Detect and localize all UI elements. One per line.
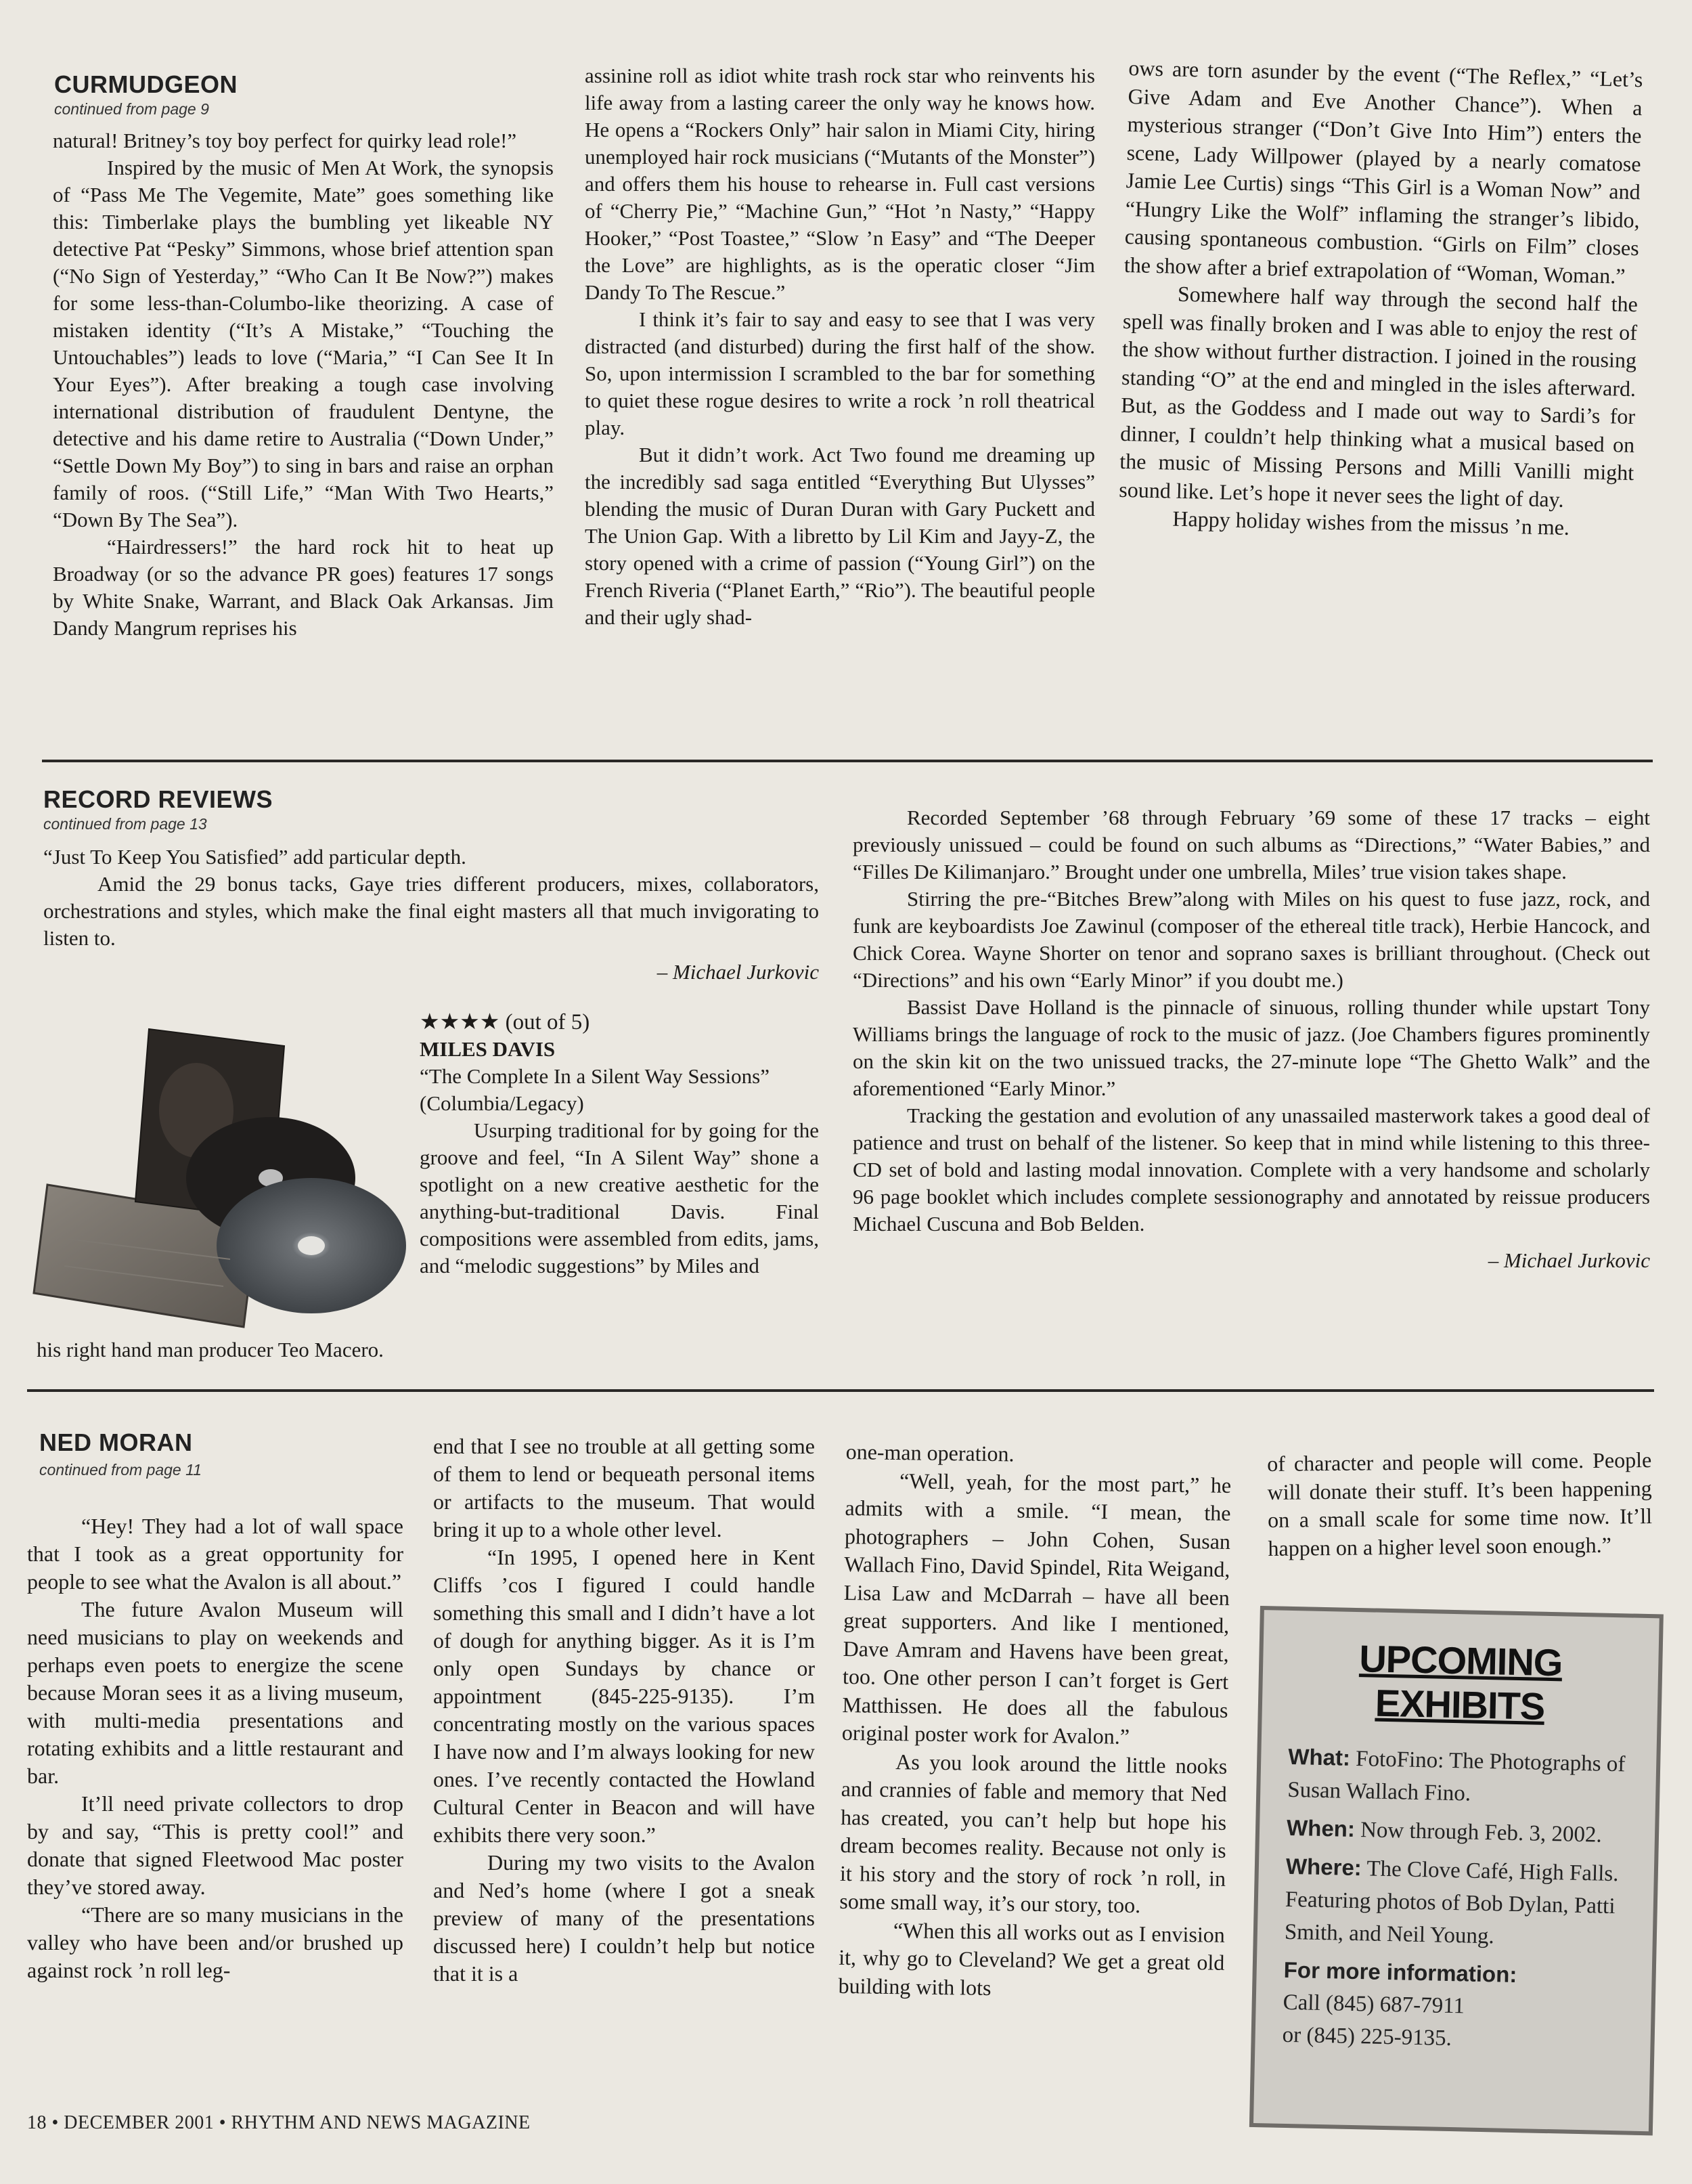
record-reviews-left-intro	[43, 844, 819, 986]
where-value: The Clove Café, High Falls. Featuring photos of Bob Dylan, Patti Smith, and Neil Young.	[1284, 1856, 1619, 1949]
paragraph: Recorded September ’68 through February ’69 some of these 17 tracks – eight previously unissued – could be found on such albums as “Directions,” “Water Babies,” and “Filles De Kilimanjaro.” Brought under one umbrella, Miles’ true vision takes shape.	[853, 806, 1650, 883]
ned-moran-title: NED MORAN	[39, 1428, 193, 1456]
paragraph: Amid the 29 bonus tacks, Gaye tries different producers, mixes, collaborators, orchestrations and styles, which make the final eight masters all that much invigorating to listen to.	[43, 872, 819, 950]
record-label: (Columbia/Legacy)	[420, 1091, 584, 1115]
what-label: What:	[1287, 1743, 1351, 1770]
paragraph: “Just To Keep You Satisfied” add particular depth.	[43, 845, 466, 869]
review-signature: – Michael Jurkovic	[1488, 1248, 1650, 1272]
paragraph: “Hey! They had a lot of wall space that I took as a great opportunity for people to see what the Avalon is all about.”	[27, 1514, 403, 1594]
curmudgeon-column-2	[585, 62, 1095, 631]
paragraph: ows are torn asunder by the event (“The Reflex,” “Let’s Give Adam and Eve Another Chance”). When a mysterious stranger (“Don’t Give Into Him”) enters the scene, Lady Willpower (played by a nearly comatose Jamie Lee Curtis) sings “This Girl is a Woman Now” and “Hungry Like the Wolf” inflaming the stranger’s libido, causing spontaneous combustion. “Girls on Film” closes the show after a brief extrapolation of “Woman, Woman.”	[1123, 55, 1643, 288]
paragraph: Stirring the pre-“Bitches Brew”along with Miles on his quest to fuse jazz, rock, and funk are keyboardists Joe Zawinul (composer of the ethereal title track), Herbie Hancock, and Chick Corea. Wayne Shorter on tenor and soprano saxes is brilliant throughout. (Check out “Directions” and his own “Early Minor” if you doubt me.)	[853, 887, 1650, 992]
phone-number-2: or (845) 225-9135.	[1282, 2022, 1452, 2051]
paragraph: “In 1995, I opened here in Kent Cliffs ’cos I figured I could handle something this small and I didn’t have a lot of dough for anything bigger. As it is I’m only open Sundays by chance or appointment (845-225-9135). I’m concentrating mostly on the various spaces I have now and I’m always looking for new ones. I’ve recently contacted the Howland Cultural Center in Beacon and will have exhibits there very soon.”	[433, 1545, 815, 1847]
paragraph: “When this all works out as I envision it, why go to Cleveland? We get a great old building with lots	[838, 1917, 1226, 2000]
miles-davis-review	[420, 1009, 819, 1280]
paragraph: As you look around the little nooks and crannies of fable and memory that Ned has created, you can’t help but hope his dream becomes reality. Because not only is it his story and the story of rock ’n roll, in some small way, it’s our story, too.	[839, 1749, 1228, 1918]
info-label: For more information:	[1283, 1957, 1517, 1988]
section-divider	[27, 1389, 1654, 1392]
ned-moran-column-2	[433, 1433, 815, 1988]
curmudgeon-continued: continued from page 9	[54, 100, 209, 118]
curmudgeon-title: CURMUDGEON	[54, 70, 238, 98]
ned-moran-column-3	[838, 1438, 1232, 2005]
album-boxset-photo	[27, 1015, 406, 1334]
record-reviews-continued: continued from page 13	[43, 815, 207, 833]
when-label: When:	[1286, 1814, 1356, 1841]
ned-moran-continued: continued from page 11	[39, 1461, 202, 1479]
exhibit-where	[1284, 1850, 1627, 1956]
paragraph: Somewhere half way through the second half the spell was finally broken and I was able to enjoy the rest of the show without further distraction. I joined in the rousing standing “O” at the end and mingled in the isles afterward. But, as the Goddess and I made out way to Sardi’s for dinner, I couldn’t help thinking what a musical based on the music of Missing Persons and Milli Vanilli might sound like. Let’s hope it never sees the light of day.	[1119, 281, 1639, 512]
when-value: Now through Feb. 3, 2002.	[1360, 1818, 1603, 1848]
what-value: FotoFino: The Photographs of Susan Wallach Fino.	[1287, 1747, 1626, 1806]
paragraph: end that I see no trouble at all getting some of them to lend or bequeath personal items or artifacts to the museum. That would bring it up to a whole other level.	[433, 1434, 815, 1542]
paragraph: of character and people will come. People will donate their stuff. It’s been happening on a small scale for some time now. It’ll happen on a higher level soon enough.”	[1267, 1447, 1653, 1560]
curmudgeon-column-3	[1118, 54, 1643, 544]
upcoming-exhibits-box	[1249, 1606, 1664, 2135]
paragraph: Inspired by the music of Men At Work, the synopsis of “Pass Me The Vegemite, Mate” goes something like this: Timberlake plays the bumbling yet likeable NY detective Pat “Pesky” Simmons, whose brief attention span (“No Sign of Yesterday,” “Who Can It Be Now?”) makes for some less-than-Columbo-like theorizing. A case of mistaken identity (“It’s A Mistake,” “Touching the Untouchables”) leads to love (“Maria,” “I Can See It In Your Eyes”). After breaking a tough case involving international distribution of fraudulent Dentyne, the detective and his dame retire to Australia (“Down Under,” “Settle Down My Boy”) to sing in bars and raise an orphan family of roos. (“Still Life,” “Man With Two Hearts,” “Down By The Sea”).	[53, 156, 554, 531]
paragraph: “There are so many musicians in the valley who have been and/or brushed up against rock ’n roll leg-	[27, 1902, 403, 1982]
ned-moran-column-4	[1267, 1446, 1653, 1563]
exhibit-what	[1287, 1741, 1630, 1814]
paragraph: The future Avalon Museum will need musicians to play on weekends and perhaps even poets to energize the scene because Moran sees it as a living museum, with multi-media presentations and rotating exhibits and a little restaurant and bar.	[27, 1597, 403, 1788]
record-reviews-title: RECORD REVIEWS	[43, 785, 273, 813]
paragraph: But it didn’t work. Act Two found me dreaming up the incredibly sad saga entitled “Everything But Ulysses” blending the music of Duran Duran with Gary Puckett and The Union Gap. With a libretto by Lil Kim and Jayy-Z, the story opened with a crime of passion (“Young Girl”) on the French Riveria (“Planet Earth,” “Rio”). The beautiful people and their ugly shad-	[585, 443, 1095, 629]
album-title: “The Complete In a Silent Way Sessions”	[420, 1064, 770, 1088]
paragraph: “Hairdressers!” the hard rock hit to heat up Broadway (or so the advance PR goes) features 17 songs by White Snake, Warrant, and Black Oak Arkansas. Jim Dandy Mangrum reprises his	[53, 535, 554, 640]
exhibit-when	[1287, 1812, 1628, 1852]
record-reviews-right-column	[853, 804, 1650, 1274]
section-divider	[42, 760, 1653, 762]
paragraph: It’ll need private collectors to drop by and say, “This is pretty cool!” and donate that signed Fleetwood Mac poster they’ve stored away.	[27, 1791, 403, 1899]
paragraph: natural! Britney’s toy boy perfect for quirky lead role!”	[53, 129, 517, 152]
where-label: Where:	[1285, 1853, 1362, 1881]
exhibit-info	[1282, 1954, 1625, 2059]
paragraph: one-man operation.	[845, 1439, 1015, 1466]
curmudgeon-column-1	[53, 127, 554, 642]
ned-moran-column-1	[27, 1512, 403, 1984]
paragraph: Usurping traditional for by going for the groove and feel, “In A Silent Way” shone a spotlight on a new creative aesthetic for the anything-but-traditional Davis. Final compositions were assembled from edits, jams, and “melodic suggestions” by Miles and	[420, 1118, 819, 1277]
upcoming-exhibits-title: UPCOMING EXHIBITS	[1358, 1637, 1563, 1728]
paragraph: I think it’s fair to say and easy to see that I was very distracted (and disturbed) during the first half of the show. So, upon intermission I scrambled to the bar for something to quiet these rogue desires to write a rock ’n roll theatrical play.	[585, 307, 1095, 439]
paragraph: “Well, yeah, for the most part,” he admits with a smile. “I mean, the photographers – John Cohen, Susan Wallach Fino, David Spindel, Rita Weigand, Lisa Law and McDarrah – have all been great supporters. And like I mentioned, Dave Amram and Havens have been great, too. One other person I can’t forget is Gert Matthissen. He does all the fabulous original poster work for Avalon.”	[841, 1468, 1232, 1749]
paragraph: During my two visits to the Avalon and Ned’s home (where I got a sneak preview of many of the presentations discussed here) I couldn’t help but notice that it is a	[433, 1850, 815, 1986]
artist-name: MILES DAVIS	[420, 1037, 556, 1061]
review-signature: – Michael Jurkovic	[656, 960, 819, 984]
paragraph: his right hand man producer Teo Macero.	[37, 1338, 384, 1361]
paragraph: Bassist Dave Holland is the pinnacle of sinuous, rolling thunder while upstart Tony Williams brings the language of rock to the music of jazz. (Joe Chambers figures prominently on the skin kit on the two unissued tracks, the 27-minute lope “The Ghetto Walk” and the aforementioned “Early Minor.”	[853, 995, 1650, 1100]
paragraph: assinine roll as idiot white trash rock star who reinvents his life away from a lasting career the only way he knows how. He opens a “Rockers Only” hair salon in Miami City, hiring unemployed hair rock musicians (“Mutants of the Monster”) and offers them his house to rehearse in. Full cast versions of “Cherry Pie,” “Machine Gun,” “Hot ’n Nasty,” “Happy Hooker,” “Post Toastee,” “Slow ’n Easy” and “The Deeper the Love” are highlights, as is the operatic closer “Jim Dandy To The Rescue.”	[585, 64, 1095, 304]
paragraph: Tracking the gestation and evolution of any unassailed masterwork takes a good deal of patience and trust on behalf of the listener. So keep that in mind while listening to this three-CD set of bold and lasting modal innovation. Complete with a very handsome and scholarly 96 page booklet which includes complete sessionography and annotated by reissue producers Michael Cuscuna and Bob Belden.	[853, 1104, 1650, 1236]
paragraph: Happy holiday wishes from the missus ’n me.	[1172, 506, 1570, 540]
page-footer: 18 • DECEMBER 2001 • RHYTHM AND NEWS MAGAZINE	[27, 2112, 531, 2133]
star-rating: ★★★★ (out of 5)	[420, 1010, 590, 1034]
phone-number-1: Call (845) 687-7911	[1283, 1990, 1465, 2019]
miles-davis-review-end	[37, 1336, 819, 1363]
